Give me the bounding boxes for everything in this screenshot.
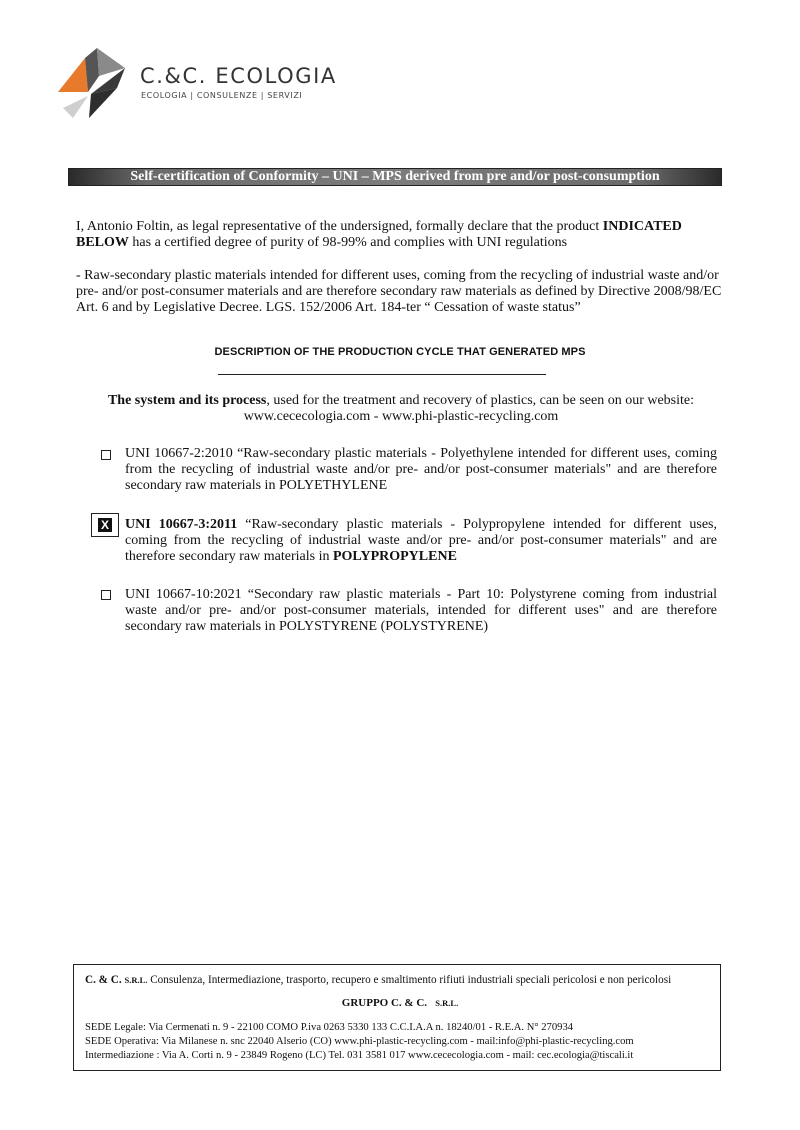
raw-materials-paragraph: - Raw-secondary plastic materials intended for different uses, coming from the recycling of industrial waste and/or pre- and/or post-consumer materials and are therefore secondary raw materials as defined by Directive 2008/98/EC Art. 6 and by Legislative Decree. LGS. 152/2006 Art. 184-ter “ Cessation of waste status”	[76, 268, 722, 315]
checkbox-polystyrene[interactable]	[101, 590, 111, 600]
heading-underline	[218, 374, 546, 375]
item-code: UNI 10667-3:2011	[125, 517, 238, 532]
footer-company-srl: S.R.L.	[124, 975, 148, 985]
item-material: POLYPROPYLENE	[332, 549, 457, 564]
item-text: “Raw-secondary plastic materials - Polypropylene intended for different uses, coming from the recycling of industrial waste and/or pre- and/or post-consumer materials" and are therefore secondary raw materials in	[125, 517, 717, 564]
system-text: , used for the treatment and recovery of plastics, can be seen on our website:	[266, 393, 695, 408]
logo-tagline: ECOLOGIA | CONSULENZE | SERVIZI	[141, 91, 303, 100]
footer-sede-operativa: SEDE Operativa: Via Milanese n. snc 22040 Alserio (CO) www.phi-plastic-recycling.com - mail:info@phi-plastic-recycling.com	[85, 1036, 634, 1047]
system-paragraph	[76, 393, 726, 425]
footer-intermediazione: Intermediazione : Via A. Corti n. 9 - 23849 Rogeno (LC) Tel. 031 3581 017 www.cececologia.com - mail: cec.ecologia@tiscali.it	[85, 1050, 634, 1061]
item-polypropylene	[125, 517, 717, 565]
footer-group-srl: S.R.L.	[435, 998, 459, 1008]
item-code: UNI 10667-10:2021	[125, 587, 242, 602]
websites: www.cececologia.com - www.phi-plastic-recycling.com	[243, 409, 559, 424]
declaration-prefix: I, Antonio Foltin, as legal representative of the undersigned, formally declare that the product	[76, 219, 603, 234]
description-heading: DESCRIPTION OF THE PRODUCTION CYCLE THAT GENERATED MPS	[214, 346, 586, 358]
company-logo-icon	[55, 46, 137, 120]
logo-name: C.&C. ECOLOGIA	[140, 64, 337, 88]
item-text: “Raw-secondary plastic materials - Polyethylene intended for different uses, coming from the recycling of industrial waste and/or pre- and/or post-consumer materials" and are therefore secondary raw materials in	[125, 446, 717, 493]
item-text: “Secondary raw plastic materials - Part 10: Polystyrene coming from industrial waste and/or pre- and/or post-consumer materials, intended for different uses" and are therefore secondary raw materials in	[125, 587, 718, 634]
item-material: POLYSTYRENE (POLYSTYRENE)	[278, 619, 489, 634]
system-bold: The system and its process	[107, 393, 267, 408]
footer-group-line	[0, 997, 800, 1009]
footer-group-name: GRUPPO C. & C.	[341, 997, 428, 1009]
item-polystyrene	[125, 587, 717, 635]
footer-company-desc: Consulenza, Intermediazione, trasporto, recupero e smaltimento rifiuti industriali speciali pericolosi e non pericolosi	[147, 974, 672, 986]
checkbox-polypropylene[interactable]: X	[98, 518, 112, 532]
declaration-paragraph	[76, 219, 726, 251]
footer-sede-legale: SEDE Legale: Via Cermenati n. 9 - 22100 COMO P.iva 0263 5330 133 C.C.I.A.A n. 18240/01 - R.E.A. N° 270934	[85, 1022, 574, 1033]
item-material: POLYETHYLENE	[278, 478, 388, 493]
document-title: Self-certification of Conformity – UNI – MPS derived from pre and/or post-consumption	[130, 169, 660, 184]
declaration-suffix: has a certified degree of purity of 98-99% and complies with UNI regulations	[128, 235, 568, 250]
item-polyethylene	[125, 446, 717, 494]
declaration-bold: INDICATED BELOW	[76, 219, 682, 250]
title-bar	[68, 168, 722, 186]
footer-company-line	[85, 974, 671, 986]
item-code: UNI 10667-2:2010	[125, 446, 233, 461]
checkbox-polyethylene[interactable]	[101, 450, 111, 460]
footer-company-name: C. & C.	[85, 974, 122, 986]
